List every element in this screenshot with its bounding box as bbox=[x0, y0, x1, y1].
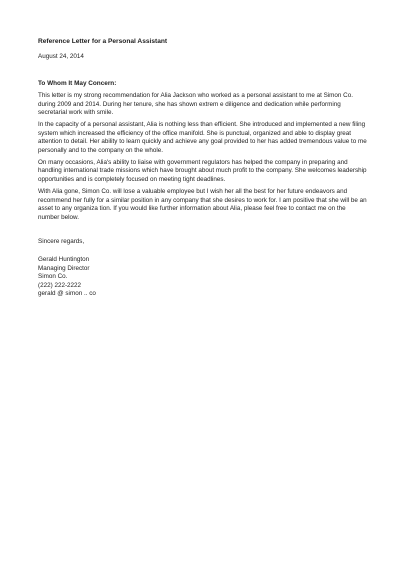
letter-title: Reference Letter for a Personal Assistant bbox=[38, 38, 168, 45]
letter-date: August 24, 2014 bbox=[38, 53, 84, 61]
signature-name: Gerald Huntington bbox=[38, 256, 90, 264]
paragraph-1: This letter is my strong recommendation for Alia Jackson who worked as a personal assistant to me at Simon Co. during 2009 and 2014. During her tenure, she has shown extrem e diligence and dedication while performing secretarial work with smile. bbox=[38, 92, 353, 117]
signature-phone: (222) 222-2222 bbox=[38, 281, 82, 289]
salutation: To Whom It May Concern: bbox=[38, 79, 117, 87]
paragraph-3: On many occasions, Alia's ability to liaise with government regulators has helped the company in preparing and handling international trade missions which have brought about much profit to the company. She welcomes leadership opportunities and is completely focused on meeting tight deadlines. bbox=[38, 159, 367, 183]
letter-body bbox=[38, 38, 368, 298]
signature-email: gerald @ simon .. co bbox=[38, 289, 96, 297]
signature-position: Managing Director bbox=[38, 264, 90, 272]
signature-company: Simon Co. bbox=[38, 273, 68, 281]
paragraph-4: With Alia gone, Simon Co. will lose a valuable employee but I wish her all the best for her future endeavors and recommend her fully for a similar position in any company that she desires to work for. I am positive that she will be an asset to any organiza tion. If you would like further information about Alia, please feel free to contact me on the number below. bbox=[38, 188, 367, 221]
paragraph-2: In the capacity of a personal assistant, Alia is nothing less than efficient. She introduced and implemented a new filing system which increased the efficiency of the office manifold. She is punctual, organized and able to display great attention to detail. Her ability to learn quickly and achieve any goal provided to her has added tremendous value to me personally and to the company on the whole. bbox=[38, 121, 367, 154]
closing: Sincere regards, bbox=[38, 237, 85, 245]
